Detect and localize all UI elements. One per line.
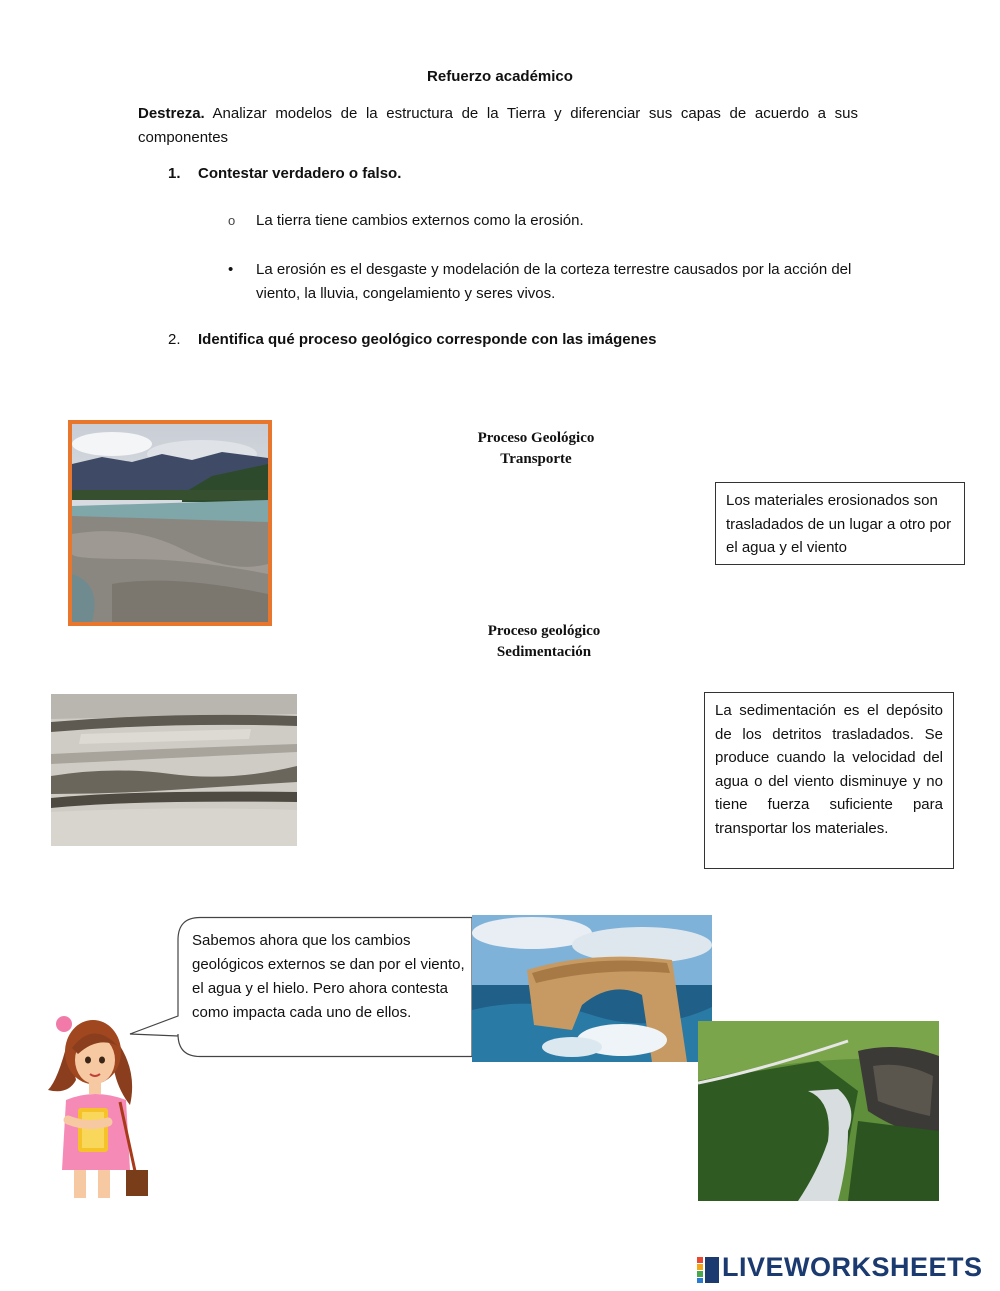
- question-1-number: 1.: [168, 165, 181, 182]
- question-2-text: Identifica qué proceso geológico corresponde con las imágenes: [198, 331, 657, 348]
- question-1-text: Contestar verdadero o falso.: [198, 165, 402, 182]
- waterfall-aerial-photo: [698, 1021, 939, 1201]
- coastal-arch-photo: [472, 915, 712, 1062]
- process-2-label: Proceso geológico: [487, 623, 601, 639]
- process-1-description-box: Los materiales erosionados son trasladados de un lugar a otro por el agua y el viento: [715, 482, 965, 565]
- process-1-name: Transporte: [500, 451, 572, 467]
- question-2-number: 2.: [168, 331, 181, 348]
- list-item-text: La tierra tiene cambios externos como la erosión.: [256, 212, 584, 229]
- liveworksheets-logo-icon: [697, 1257, 719, 1283]
- list-item[interactable]: [228, 209, 868, 233]
- list-marker-bullet: •: [228, 261, 234, 278]
- destreza-paragraph: [138, 102, 858, 150]
- sediment-layers-photo: [51, 694, 297, 846]
- destreza-label: Destreza.: [138, 105, 205, 122]
- process-2-name: Sedimentación: [496, 644, 592, 660]
- process-1-label: Proceso Geológico: [477, 430, 595, 446]
- river-gravel-photo: [68, 420, 272, 626]
- process-2-heading: [444, 621, 644, 663]
- page-title: Refuerzo académico: [427, 68, 573, 85]
- liveworksheets-logo-text[interactable]: LIVEWORKSHEETS: [722, 1252, 983, 1282]
- process-2-description-box: La sedimentación es el depósito de los detritos trasladados. Se produce cuando la velocidad del agua o del viento disminuye y no tiene fuerza suficiente para transportar los materiales.: [704, 692, 954, 869]
- list-marker-circle: o: [228, 213, 236, 228]
- student-girl-illustration: [38, 1010, 158, 1200]
- destreza-text: Analizar modelos de la estructura de la Tierra y diferenciar sus capas de acuerdo a sus componentes: [138, 105, 858, 146]
- list-item-text: La erosión es el desgaste y modelación de la corteza terrestre causados por la acción del viento, la lluvia, congelamiento y seres vivos.: [256, 261, 852, 302]
- list-item[interactable]: [228, 258, 868, 306]
- process-1-heading: [436, 428, 636, 470]
- speech-bubble-text: Sabemos ahora que los cambios geológicos externos se dan por el viento, el agua y el hielo. Pero ahora contesta como impacta cada uno de ellos.: [192, 932, 465, 1021]
